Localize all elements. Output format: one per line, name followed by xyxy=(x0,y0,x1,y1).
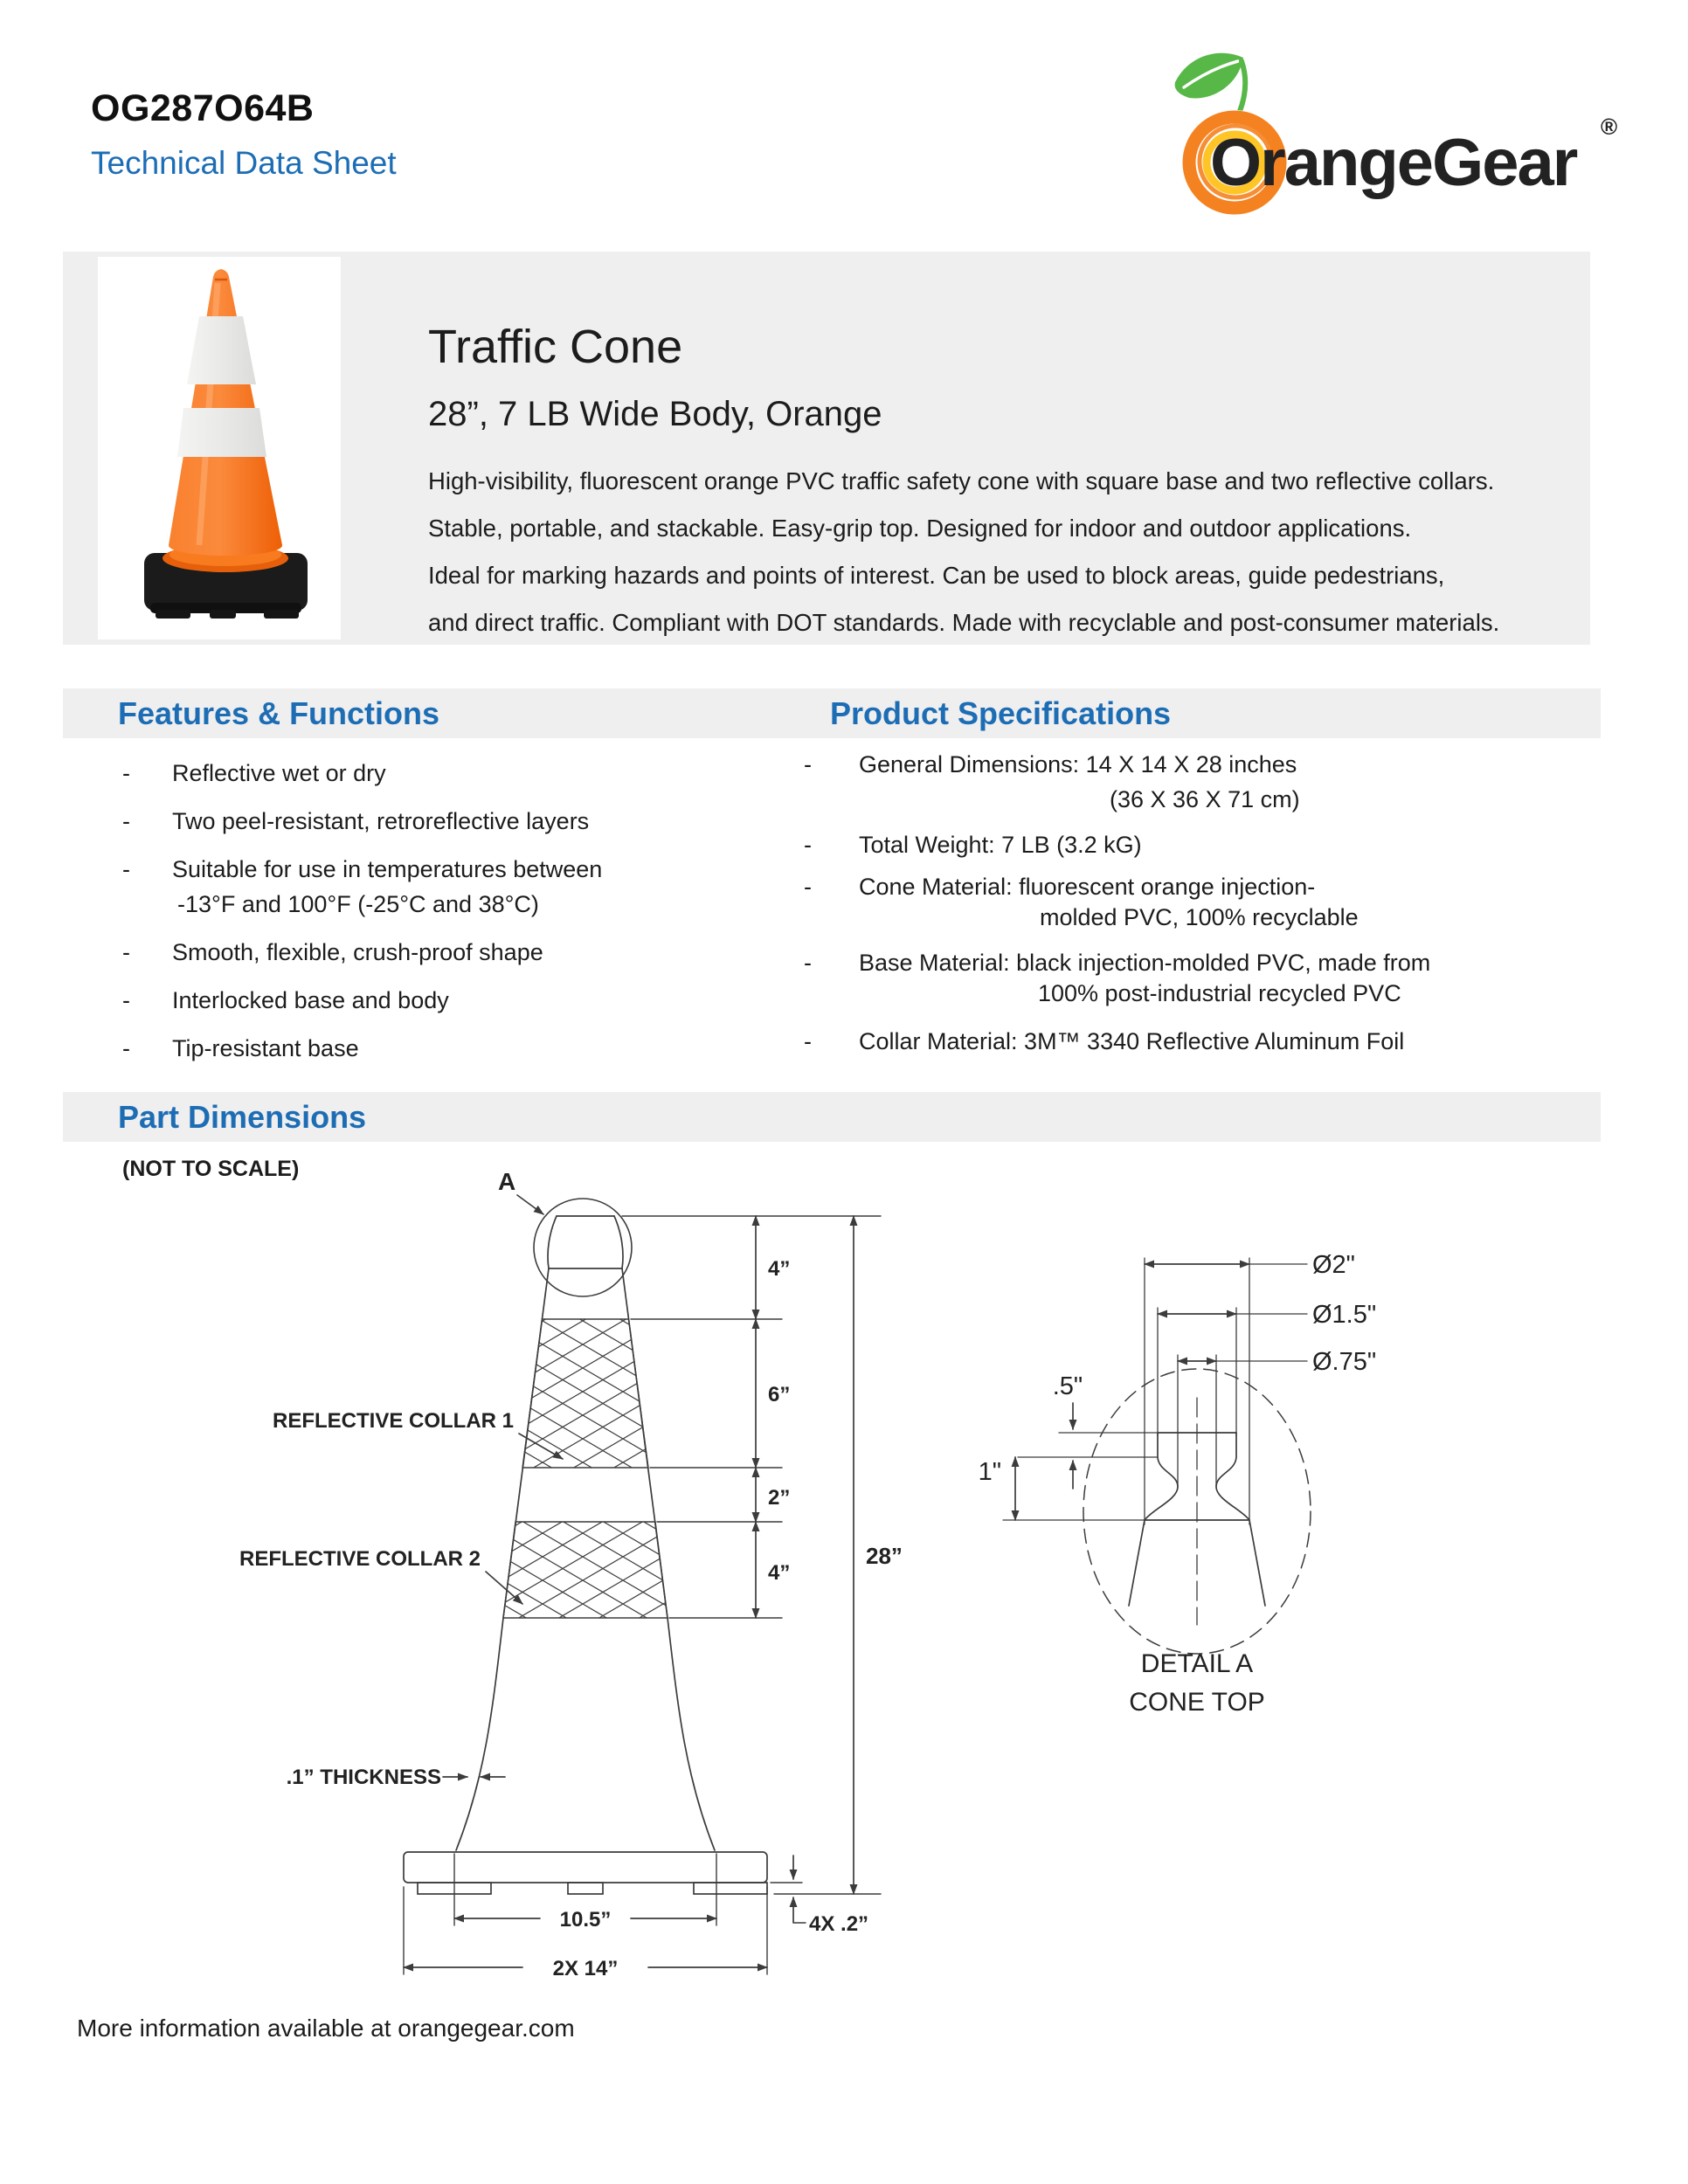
detail-marker-label: A xyxy=(498,1168,516,1195)
footer-note: More information available at orangegear.com xyxy=(77,2015,575,2042)
spec-item: Total Weight: 7 LB (3.2 kG) xyxy=(859,832,1142,858)
bullet-dash: - xyxy=(122,1035,130,1061)
overview-title: Traffic Cone xyxy=(428,321,683,373)
reflective-collar-2-hatch xyxy=(503,1522,668,1618)
detail-a-title: DETAIL A xyxy=(1140,1649,1254,1678)
bullet-dash: - xyxy=(122,856,130,882)
feature-item: Reflective wet or dry xyxy=(172,760,386,786)
base-foot xyxy=(568,1883,603,1894)
feature-item: Tip-resistant base xyxy=(172,1035,359,1061)
spec-item-cont: molded PVC, 100% recyclable xyxy=(1040,904,1359,930)
leaf-icon xyxy=(1175,53,1246,114)
bullet-dash: - xyxy=(804,751,812,778)
spec-item: Cone Material: fluorescent orange injection- xyxy=(859,874,1316,900)
dia-2in-label: Ø2" xyxy=(1312,1251,1355,1279)
feature-item: Interlocked base and body xyxy=(172,987,449,1013)
features-heading: Features & Functions xyxy=(118,695,440,731)
description-line: Stable, portable, and stackable. Easy-grip top. Designed for indoor and outdoor applications. xyxy=(428,515,1412,542)
specs-heading: Product Specifications xyxy=(830,695,1172,731)
spec-item-cont: 100% post-industrial recycled PVC xyxy=(1038,980,1401,1006)
bullet-dash: - xyxy=(804,874,812,900)
spec-item: Collar Material: 3M™ 3340 Reflective Aluminum Foil xyxy=(859,1028,1405,1054)
part-dimensions-heading: Part Dimensions xyxy=(118,1099,367,1135)
dim-2x14in-base: 2X 14” xyxy=(552,1957,619,1980)
feature-item-cont: -13°F and 100°F (-25°C and 38°C) xyxy=(177,891,539,917)
dia-1p5in-label: Ø1.5" xyxy=(1312,1301,1377,1329)
bullet-dash: - xyxy=(122,987,130,1013)
spec-item-cont: (36 X 36 X 71 cm) xyxy=(1110,786,1300,812)
dim-2in-gap: 2” xyxy=(768,1486,791,1510)
product-code: OG287O64B xyxy=(91,87,315,129)
overview-description xyxy=(428,458,1581,646)
description-line: and direct traffic. Compliant with DOT standards. Made with recyclable and post-consumer materials. xyxy=(428,609,1500,636)
reflective-collar-1-hatch xyxy=(522,1319,648,1468)
part-dimensions-drawing xyxy=(218,1153,1529,2079)
dia-0p75in-label: Ø.75" xyxy=(1312,1348,1377,1376)
cone-base-outline xyxy=(404,1852,767,1883)
thickness-label: .1” THICKNESS xyxy=(286,1766,441,1789)
dim-28in-overall: 28” xyxy=(866,1543,903,1569)
brand-wordmark: OrangeGear xyxy=(1210,126,1577,200)
doc-type: Technical Data Sheet xyxy=(91,145,397,181)
spec-item: Base Material: black injection-molded PVC, made from xyxy=(859,950,1431,976)
bullet-dash: - xyxy=(122,760,130,786)
bullet-dash: - xyxy=(804,832,812,858)
bullet-dash: - xyxy=(804,1028,812,1054)
bullet-dash: - xyxy=(122,808,130,834)
reflective-collar-1 xyxy=(187,316,256,384)
collar2-label: REFLECTIVE COLLAR 2 xyxy=(239,1547,481,1571)
detail-a-subtitle: CONE TOP xyxy=(1129,1688,1265,1717)
not-to-scale-note: (NOT TO SCALE) xyxy=(122,1157,300,1181)
orangegear-logo xyxy=(1166,42,1656,221)
feature-item: Smooth, flexible, crush-proof shape xyxy=(172,939,543,965)
feature-item: Two peel-resistant, retroreflective layers xyxy=(172,808,590,834)
bullet-dash: - xyxy=(122,939,130,965)
overview-subtitle: 28”, 7 LB Wide Body, Orange xyxy=(428,395,882,433)
bullet-dash: - xyxy=(804,950,812,976)
dim-neck-height-label: 1" xyxy=(978,1458,1001,1486)
dim-feet-height: 4X .2” xyxy=(809,1912,869,1936)
description-line: High-visibility, fluorescent orange PVC traffic safety cone with square base and two reflective collars. xyxy=(428,467,1495,494)
base-foot xyxy=(694,1883,767,1894)
dim-10p5in-base: 10.5” xyxy=(559,1908,612,1932)
feature-item: Suitable for use in temperatures between xyxy=(172,856,603,882)
reflective-collar-2 xyxy=(177,408,266,457)
dim-4in-collar2: 4” xyxy=(768,1561,791,1585)
front-view-drawing xyxy=(239,1168,903,1980)
dim-cap-height-label: .5" xyxy=(1052,1372,1083,1400)
description-line: Ideal for marking hazards and points of interest. Can be used to block areas, guide pedestrians, xyxy=(428,562,1445,589)
detail-a-drawing xyxy=(979,1251,1377,1717)
dim-4in-top: 4” xyxy=(768,1257,791,1281)
product-photo xyxy=(98,257,341,639)
dim-6in-collar1: 6” xyxy=(768,1383,791,1406)
spec-item: General Dimensions: 14 X 14 X 28 inches xyxy=(859,751,1297,778)
registered-mark: ® xyxy=(1601,114,1618,140)
collar1-label: REFLECTIVE COLLAR 1 xyxy=(272,1409,514,1433)
